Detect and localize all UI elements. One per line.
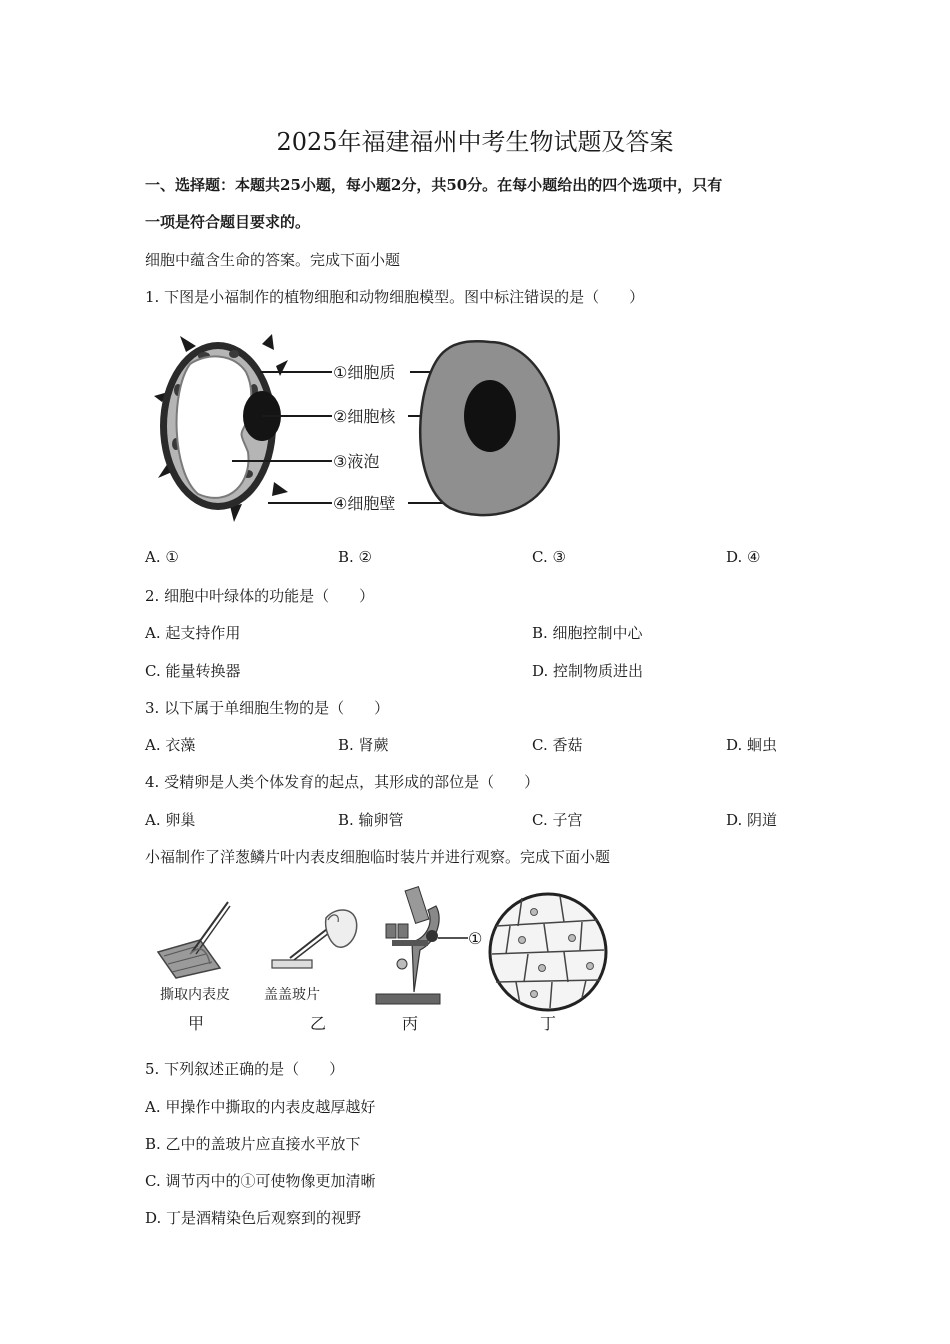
q1-option-a[interactable]: A. ①: [145, 548, 179, 566]
animal-nucleus: [464, 380, 516, 452]
label-nucleus: ②细胞核: [333, 407, 396, 426]
slide-preparation-figure: [150, 880, 630, 1040]
coverslip-drawing: [272, 910, 357, 968]
q5-option-d[interactable]: D. 丁是酒精染色后观察到的视野: [145, 1209, 362, 1227]
question-3-stem: 3. 以下属于单细胞生物的是（ ）: [145, 699, 390, 717]
label-bing: 丙: [402, 1014, 419, 1033]
field-of-view-drawing: [490, 894, 606, 1010]
q2-option-c[interactable]: C. 能量转换器: [145, 662, 241, 680]
intro-text-1: 细胞中蕴含生命的答案。完成下面小题: [145, 251, 401, 269]
label-vacuole: ③液泡: [333, 452, 380, 471]
q3-option-d[interactable]: D. 蛔虫: [726, 736, 778, 754]
q3-option-a[interactable]: A. 衣藻: [145, 736, 196, 754]
caption-peel: 撕取内表皮: [160, 987, 230, 1003]
section-heading-line1: 一、选择题：本题共25小题，每小题2分，共50分。在每小题给出的四个选项中，只有: [145, 176, 723, 194]
q4-option-a[interactable]: A. 卵巢: [145, 811, 196, 829]
q3-option-b[interactable]: B. 肾蕨: [338, 736, 389, 754]
caption-coverslip: 盖盖玻片: [264, 987, 320, 1003]
section-heading-line2: 一项是符合题目要求的。: [145, 213, 311, 231]
question-2-stem: 2. 细胞中叶绿体的功能是（ ）: [145, 587, 375, 605]
q2-option-b[interactable]: B. 细胞控制中心: [532, 624, 643, 642]
cell-model-figure: [150, 332, 580, 524]
q1-option-c[interactable]: C. ③: [532, 548, 566, 566]
label-ding: 丁: [540, 1014, 557, 1033]
microscope-drawing: [376, 887, 440, 1004]
peeling-epidermis-drawing: [158, 902, 230, 978]
page-title: 2025年福建福州中考生物试题及答案: [276, 128, 674, 156]
label-jia: 甲: [188, 1014, 205, 1033]
q2-option-a[interactable]: A. 起支持作用: [145, 624, 241, 642]
label-yi: 乙: [310, 1014, 327, 1033]
q5-option-c[interactable]: C. 调节丙中的①可使物像更加清晰: [145, 1172, 376, 1190]
q5-option-a[interactable]: A. 甲操作中撕取的内表皮越厚越好: [145, 1098, 376, 1116]
vacuole: [177, 356, 252, 497]
label-cell-wall: ④细胞壁: [333, 494, 396, 513]
q1-option-d[interactable]: D. ④: [726, 548, 761, 566]
q4-option-d[interactable]: D. 阴道: [726, 811, 778, 829]
q4-option-c[interactable]: C. 子宫: [532, 811, 583, 829]
q4-option-b[interactable]: B. 输卵管: [338, 811, 404, 829]
label-marker-1: ①: [468, 929, 483, 948]
intro-text-2: 小福制作了洋葱鳞片叶内表皮细胞临时装片并进行观察。完成下面小题: [145, 848, 611, 866]
question-4-stem: 4. 受精卵是人类个体发育的起点，其形成的部位是（ ）: [145, 773, 540, 791]
q1-option-b[interactable]: B. ②: [338, 548, 373, 566]
label-cytoplasm: ①细胞质: [333, 363, 396, 382]
question-5-stem: 5. 下列叙述正确的是（ ）: [145, 1060, 345, 1078]
q3-option-c[interactable]: C. 香菇: [532, 736, 583, 754]
q5-option-b[interactable]: B. 乙中的盖玻片应直接水平放下: [145, 1135, 361, 1153]
question-1-stem: 1. 下图是小福制作的植物细胞和动物细胞模型。图中标注错误的是（ ）: [145, 288, 645, 306]
q2-option-d[interactable]: D. 控制物质进出: [532, 662, 644, 680]
